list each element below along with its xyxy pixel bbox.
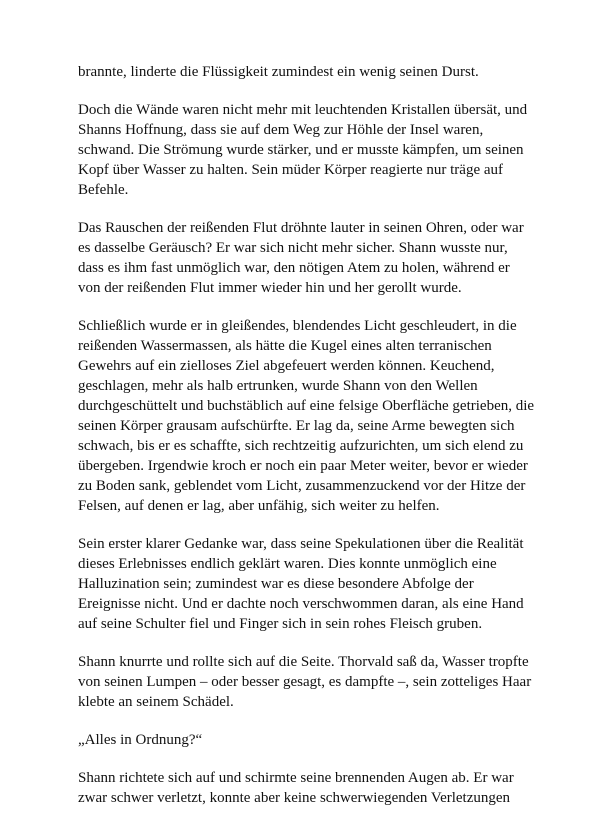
text-line: Gewehrs auf ein zielloses Ziel abgefeuert werden können. Keuchend,	[78, 358, 495, 374]
text-line: von seinen Lumpen – oder besser gesagt, es dampfte –, sein zotteliges Haar	[78, 674, 532, 690]
text-line: Shann knurrte und rollte sich auf die Seite. Thorvald saß da, Wasser tropfte	[78, 654, 529, 670]
text-line: es dasselbe Geräusch? Er war sich nicht mehr sicher. Shann wusste nur,	[78, 240, 508, 256]
text-line: Befehle.	[78, 182, 129, 198]
text-line: Shanns Hoffnung, dass sie auf dem Weg zur Höhle der Insel waren,	[78, 122, 484, 138]
text-line: dass es ihm fast unmöglich war, den nötigen Atem zu holen, während er	[78, 260, 510, 276]
paragraph-4	[78, 316, 535, 516]
text-line: Felsen, auf denen er lag, aber unfähig, sich weiter zu helfen.	[78, 498, 440, 514]
paragraph-8	[78, 768, 528, 808]
text-line: Schließlich wurde er in gleißendes, blendendes Licht geschleudert, in die	[78, 318, 517, 334]
text-line: Sein erster klarer Gedanke war, dass seine Spekulationen über die Realität	[78, 536, 524, 552]
text-line: schwand. Die Strömung wurde stärker, und er musste kämpfen, um seinen	[78, 142, 524, 158]
document-page	[78, 62, 535, 826]
text-line: reißenden Wassermassen, als hätte die Kugel eines alten terranischen	[78, 338, 492, 354]
text-line: brannte, linderte die Flüssigkeit zumindest ein wenig seinen Durst.	[78, 64, 479, 80]
text-line: Halluzination sein; zumindest war es diese besondere Abfolge der	[78, 576, 474, 592]
text-line: klebte an seinem Schädel.	[78, 694, 234, 710]
paragraph-1	[78, 62, 528, 82]
text-line: durchgeschüttelt und buchstäblich auf eine felsige Oberfläche getrieben, die	[78, 398, 535, 414]
text-line: „Alles in Ordnung?“	[78, 732, 203, 748]
text-line: geschlagen, mehr als halb ertrunken, wurde Shann von den Wellen	[78, 378, 478, 394]
paragraph-5	[78, 534, 528, 634]
text-line: auf seine Schulter fiel und Finger sich in sein rohes Fleisch gruben.	[78, 616, 483, 632]
text-line: Shann richtete sich auf und schirmte seine brennenden Augen ab. Er war	[78, 770, 514, 786]
text-line: dieses Erlebnisses endlich geklärt waren. Dies konnte unmöglich eine	[78, 556, 497, 572]
paragraph-6	[78, 652, 532, 712]
text-line: schwach, bis er es schaffte, sich rechtzeitig aufzurichten, um sich elend zu	[78, 438, 524, 454]
paragraph-2	[78, 100, 528, 200]
paragraph-7-dialogue	[78, 730, 528, 750]
text-line: übergeben. Irgendwie kroch er noch ein paar Meter weiter, bevor er wieder	[78, 458, 528, 474]
text-line: Kopf über Wasser zu halten. Sein müder Körper reagierte nur träge auf	[78, 162, 504, 178]
text-line: zu Boden sank, geblendet vom Licht, zusammenzuckend vor der Hitze der	[78, 478, 526, 494]
text-line: Doch die Wände waren nicht mehr mit leuchtenden Kristallen übersät, und	[78, 102, 528, 118]
paragraph-3	[78, 218, 528, 298]
text-line: seinen Körper grausam aufschürfte. Er lag da, seine Arme bewegten sich	[78, 418, 515, 434]
text-line: Das Rauschen der reißenden Flut dröhnte lauter in seinen Ohren, oder war	[78, 220, 524, 236]
text-line: von der reißenden Flut immer wieder hin und her gerollt wurde.	[78, 280, 462, 296]
text-line: Ereignisse nicht. Und er dachte noch verschwommen daran, als eine Hand	[78, 596, 524, 612]
text-line: zwar schwer verletzt, konnte aber keine schwerwiegenden Verletzungen	[78, 790, 511, 806]
